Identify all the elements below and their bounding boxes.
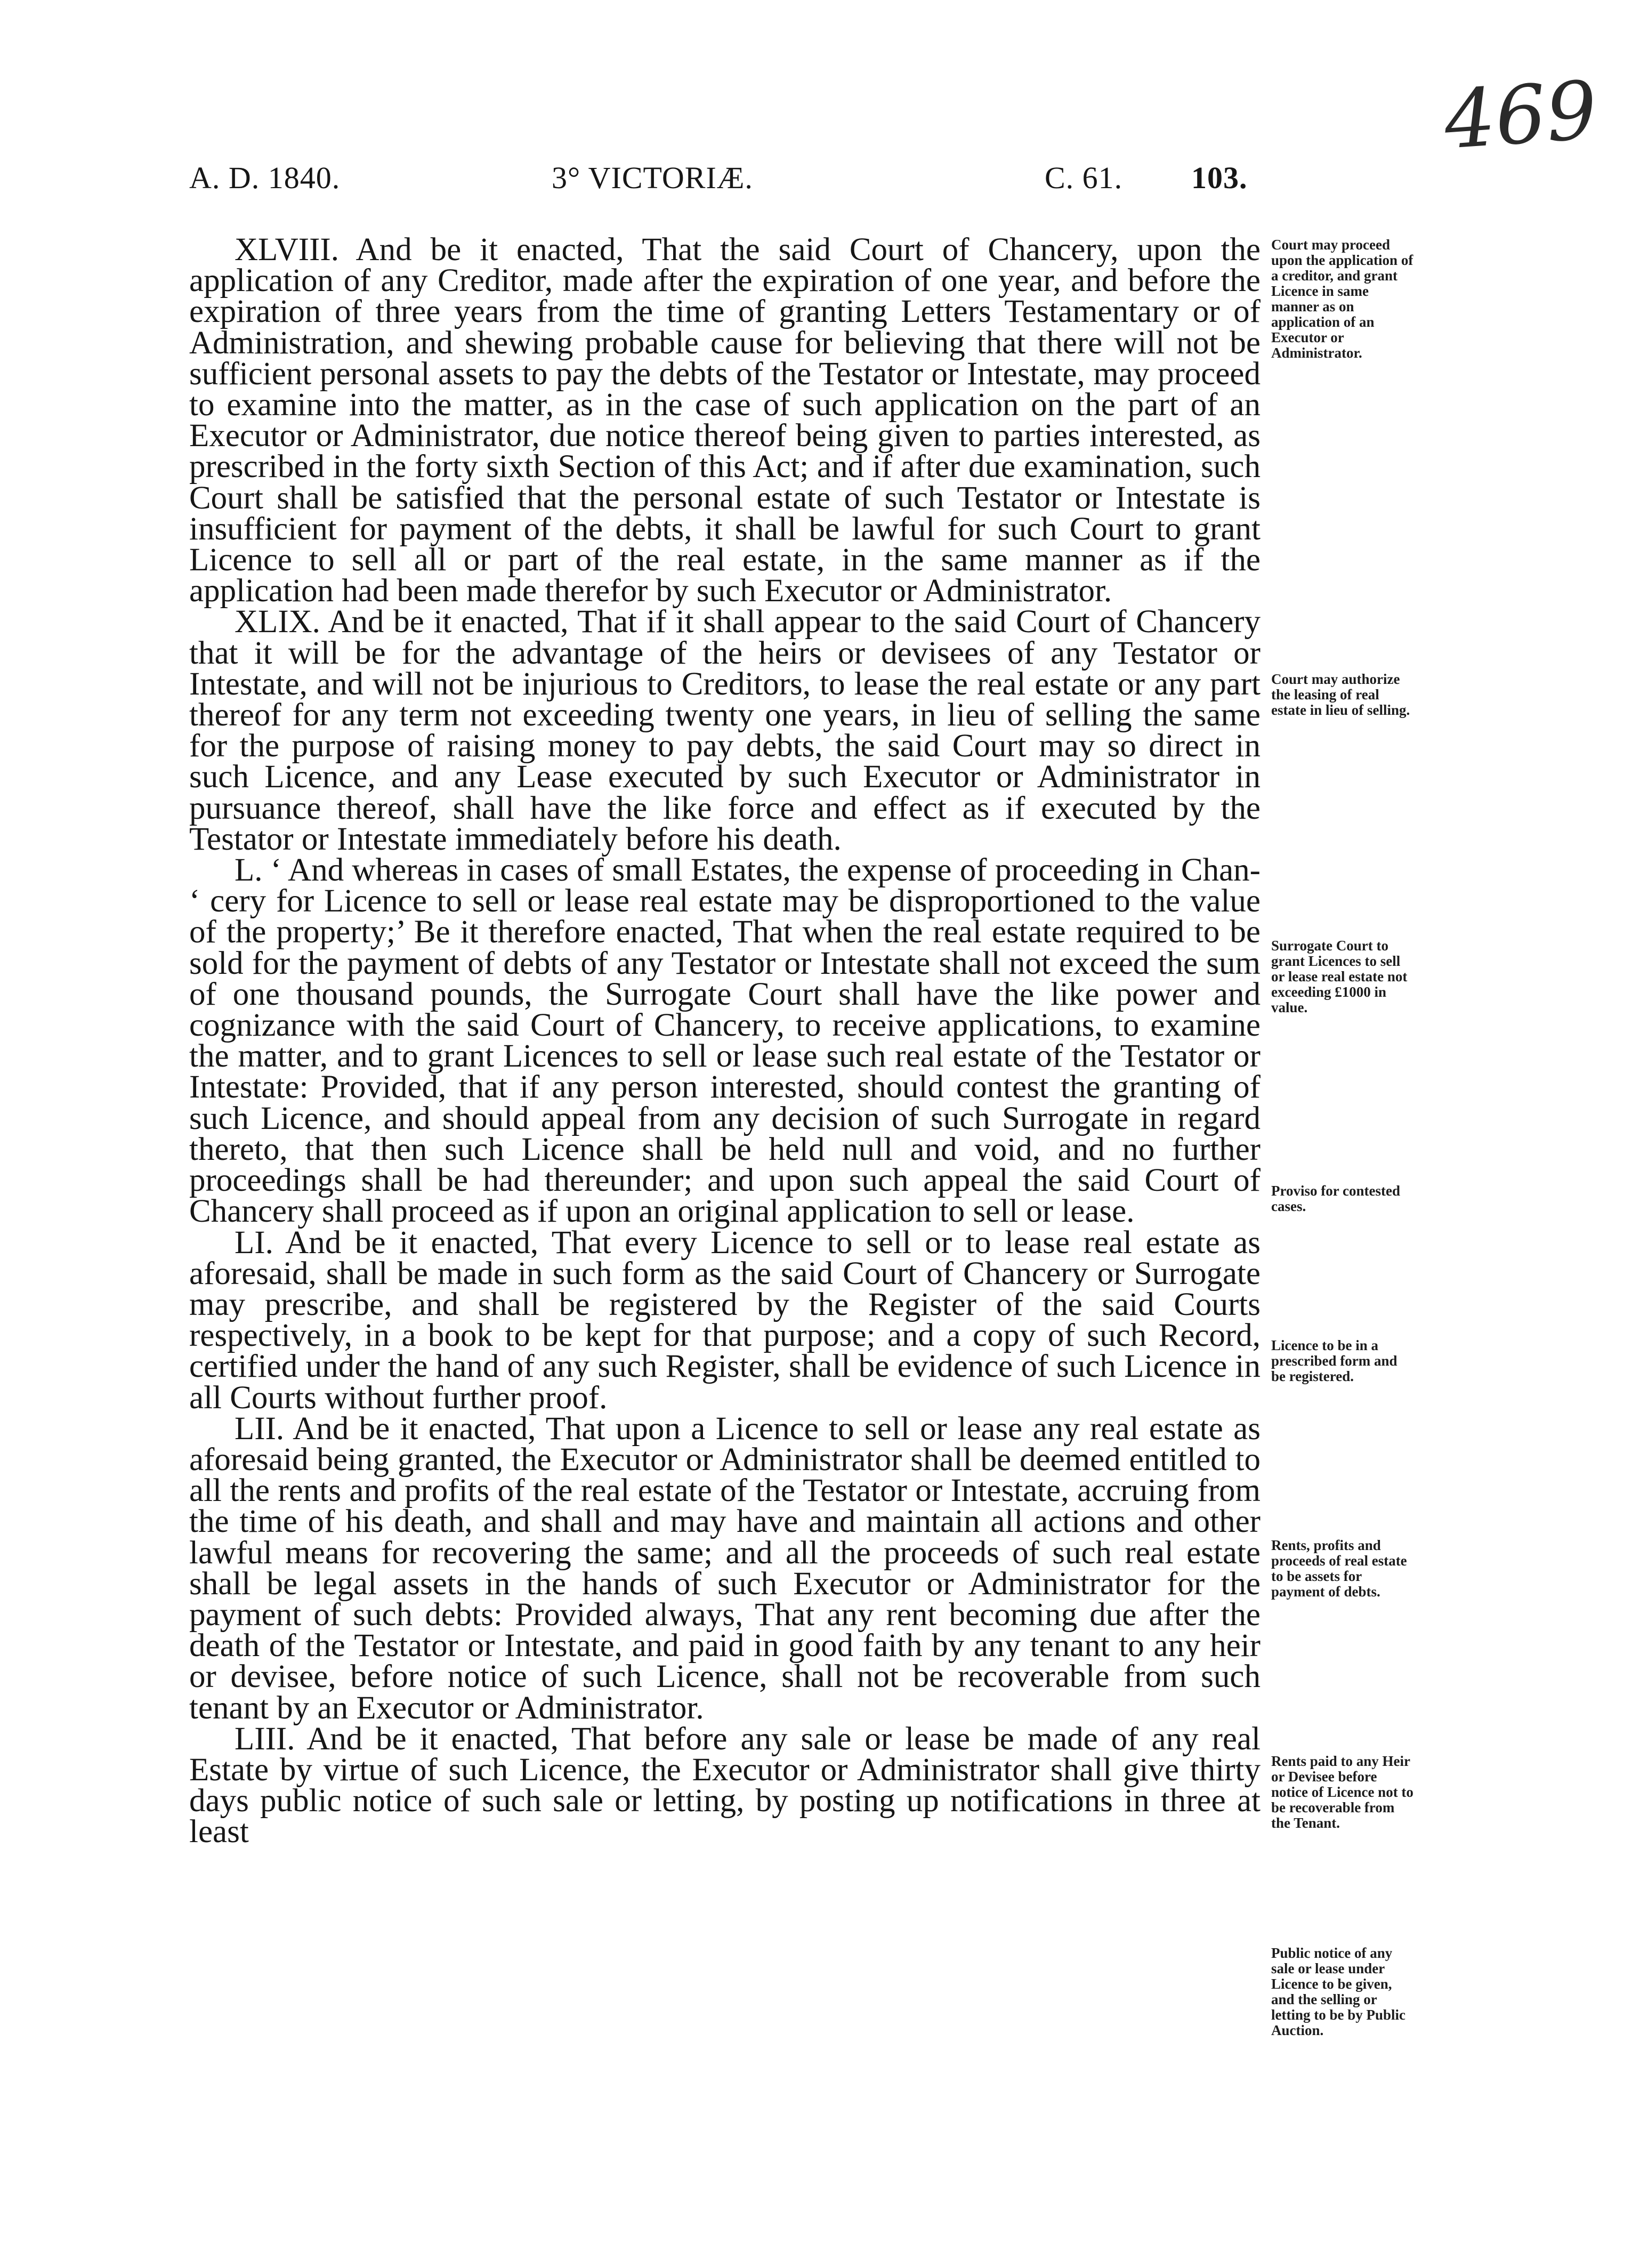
- section-lii: LII. And be it enacted, That upon a Licence to sell or lease any real estate as aforesaid being granted, the Executor or Administrator shall be deemed entitled to all the rents and profits of the real estate of the Testator or Intestate, accruing from the time of his death, and shall and may have and maintain all actions and other lawful means for recovering the same; and all the proceeds of such real estate shall be legal assets in the hands of such Executor or Administrator for the payment of such debts: Provided always, That any rent becoming due after the death of the Testator or Intestate, and paid in good faith by any tenant to any heir or devisee, before notice of such Licence, shall not be recoverable from such tenant by an Executor or Administrator.: [189, 1410, 1261, 1726]
- section-li: LI. And be it enacted, That every Licence to sell or to lease real estate as aforesaid, shall be made in such form as the said Court of Chancery or Surrogate may prescribe, and shall be registered by the Register of the said Courts respectively, in a book to be kept for that purpose; and a copy of such Record, certified under the hand of any such Register, shall be evidence of such Licence in all Courts without further proof.: [189, 1224, 1261, 1416]
- header-page-number: 103.: [1191, 160, 1248, 195]
- running-header: [189, 160, 1261, 219]
- section-liii: LIII. And be it enacted, That before any sale or lease be made of any real Estate by virtue of such Licence, the Executor or Administrator shall give thirty days public notice of such sale or letting, by posting up notifications in three at least: [189, 1721, 1261, 1850]
- section-xlix: XLIX. And be it enacted, That if it shall appear to the said Court of Chancery that it will be for the advantage of the heirs or devisees of any Testator or Intestate, and will not be injurious to Creditors, to lease the real estate or any part thereof for any term not exceeding twenty one years, in lieu of selling the same for the purpose of raising money to pay debts, the said Court may so direct in such Licence, and any Lease executed by such Executor or Administrator in pursuance thereof, shall have the like force and effect as if executed by the Testator or Intestate immediately before his death.: [189, 604, 1261, 857]
- margin-note-public-notice: Public notice of any sale or lease under Licence to be given, and the selling or letting to be by Public Auction.: [1271, 1945, 1406, 2038]
- margin-note-creditor-application: Court may proceed upon the application of a creditor, and grant Licence in same manner as on application of an Executor or Administrator.: [1271, 237, 1413, 361]
- margin-note-rents-profits: Rents, profits and proceeds of real estate to be assets for payment of debts.: [1271, 1537, 1407, 1600]
- header-title: 3° VICTORIÆ.: [552, 160, 753, 195]
- header-year: A. D. 1840.: [189, 160, 341, 195]
- header-chapter: C. 61.: [1045, 160, 1123, 195]
- statute-body: [189, 232, 1261, 1850]
- section-xlviii: XLVIII. And be it enacted, That the said Court of Chancery, upon the application of any Creditor, made after the expiration of one year, and before the expiration of three years from the time of granting Letters Testamentary or of Administration, and shewing probable cause for believing that there will not be sufficient personal assets to pay the debts of the Testator or Intestate, may proceed to examine into the matter, as in the case of such application on the part of an Executor or Administrator, due notice thereof being given to parties interested, as prescribed in the forty sixth Section of this Act; and if after due examination, such Court shall be satisfied that the personal estate of such Testator or Intestate is insufficient for payment of the debts, it shall be lawful for such Court to grant Licence to sell all or part of the real estate, in the same manner as if the application had been made therefor by such Executor or Administrator.: [189, 232, 1261, 609]
- margin-note-surrogate-court: Surrogate Court to grant Licences to sell or lease real estate not exceeding £1000 in value.: [1271, 938, 1408, 1015]
- margin-note-proviso: Proviso for contested cases.: [1271, 1183, 1400, 1214]
- margin-note-leasing: Court may authorize the leasing of real estate in lieu of selling.: [1271, 671, 1410, 718]
- margin-note-licence-form: Licence to be in a prescribed form and be registered.: [1271, 1337, 1397, 1384]
- handwritten-folio-number: 469: [1441, 64, 1601, 167]
- section-l: L. ‘ And whereas in cases of small Estates, the expense of proceeding in Chan- ‘ cery for Licence to sell or lease real estate may be disproportioned to the value of the property;’ Be it therefore enacted, That when the real estate required to be sold for the payment of debts of any Testator or Intestate shall not exceed the sum of one thousand pounds, the Surrogate Court shall have the like power and cognizance with the said Court of Chancery, to receive applications, to examine the matter, and to grant Licences to sell or lease such real estate of the Testator or Intestate: Provided, that if any person interested, should contest the granting of such Licence, and should appeal from any decision of such Surrogate in regard thereto, that then such Licence shall be held null and void, and no further proceedings shall be had thereunder; and upon such appeal the said Court of Chancery shall proceed as if upon an original application to sell or lease.: [189, 852, 1261, 1230]
- margin-note-rents-paid: Rents paid to any Heir or Devisee before notice of Licence not to be recoverable from the Tenant.: [1271, 1753, 1413, 1831]
